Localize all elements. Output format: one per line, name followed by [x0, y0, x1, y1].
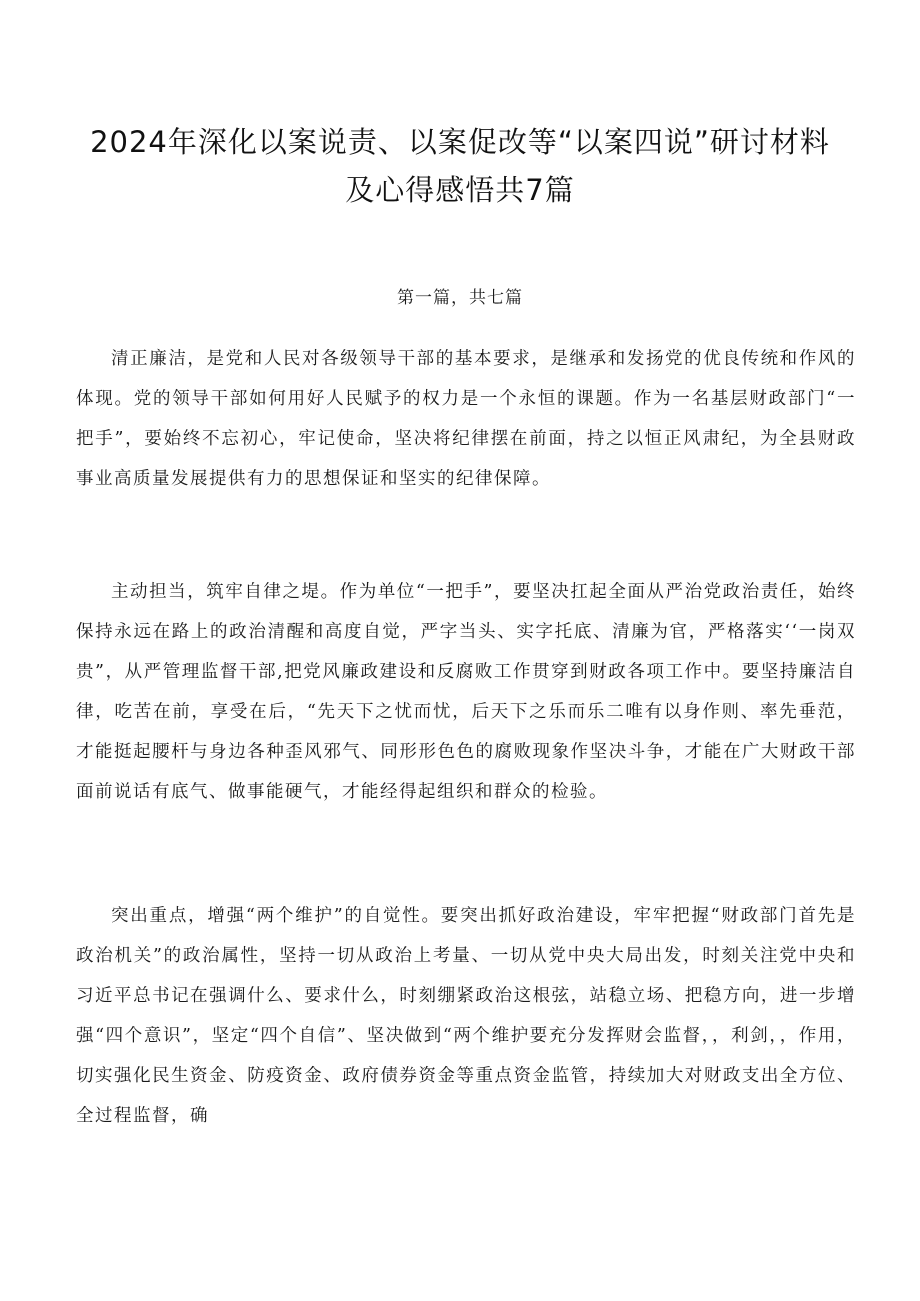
- document-title: 2024年深化以案说责、以案促改等“以案四说”研讨材料及心得感悟共7篇: [90, 125, 830, 207]
- paragraph: 突出重点，增强“两个维护”的自觉性。要突出抓好政治建设，牢牢把握“财政部门首先是政治机关”的政治属性，坚持一切从政治上考量、一切从党中央大局出发，时刻关注党中央和习近平总书记在强调什么、要求什么，时刻绷紧政治这根弦，站稳立场、把稳方向，进一步增强“四个意识”，坚定“四个自信”、坚决做到“两个维护要充分发挥财会监督，，利剑，，作用，切实强化民生资金、防疫资金、政府债券资金等重点资金监管，持续加大对财政支出全方位、全过程监督，确: [76, 906, 856, 1126]
- paragraph: 清正廉洁，是党和人民对各级领导干部的基本要求，是继承和发扬党的优良传统和作风的体现。党的领导干部如何用好人民赋予的权力是一个永恒的课题。作为一名基层财政部门“一把手”，要始终不忘初心，牢记使命，坚决将纪律摆在前面，持之以恒正风肃纪，为全县财政事业高质量发展提供有力的思想保证和坚实的纪律保障。: [76, 349, 856, 489]
- section-heading: 第一篇，共七篇: [397, 288, 523, 308]
- paragraph: 主动担当，筑牢自律之堤。作为单位“一把手”，要坚决扛起全面从严治党政治责任，始终保持永远在路上的政治清醒和高度自觉，严字当头、实字托底、清廉为官，严格落实‘‘一岗双贵”，从严管理监督干部,把党风廉政建设和反腐败工作贯穿到财政各项工作中。要坚持廉洁自律，吃苦在前，享受在后，“先天下之忧而忧，后天下之乐而乐二唯有以身作则、率先垂范，才能挺起腰杆与身边各种歪风邪气、同形形色色的腐败现象作坚决斗争，才能在广大财政干部面前说话有底气、做事能硬气，才能经得起组织和群众的检验。: [76, 582, 856, 802]
